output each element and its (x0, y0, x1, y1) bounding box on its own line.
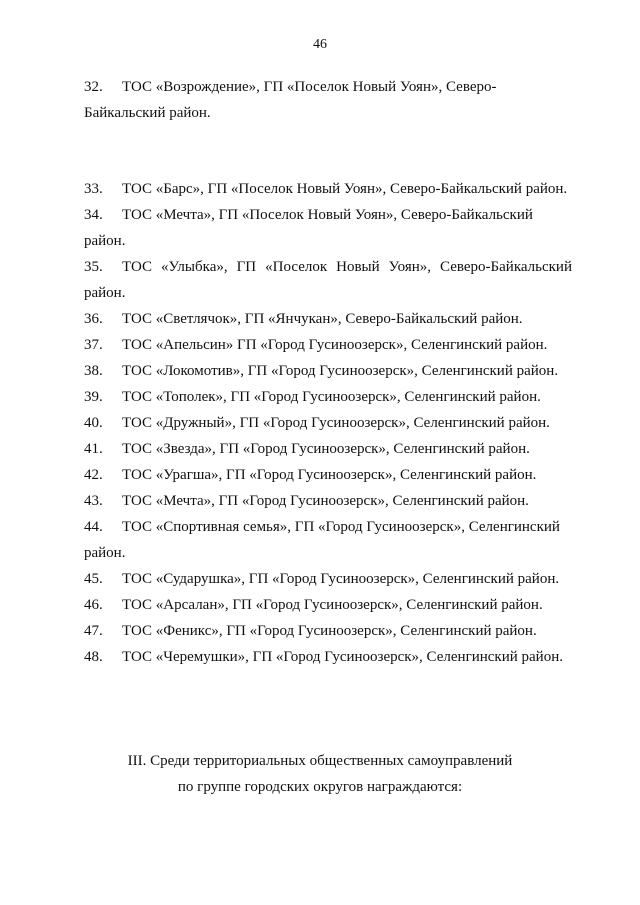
item-text: ТОС «Спортивная семья», ГП «Город Гусиноозерск», Селенгинский район. (84, 519, 560, 561)
list-item (84, 358, 572, 384)
item-number: 37. (84, 337, 103, 353)
list-item (84, 306, 572, 332)
item-text: ТОС «Тополек», ГП «Город Гусиноозерск», Селенгинский район. (122, 389, 541, 405)
item-number: 46. (84, 597, 103, 613)
section-heading-line-2: по группе городских округов награждаются: (177, 779, 463, 795)
list-item (84, 384, 572, 410)
item-number: 45. (84, 571, 103, 587)
item-number: 48. (84, 649, 103, 665)
list-item (84, 644, 572, 670)
list-item (84, 592, 572, 618)
item-text: ТОС «Арсалан», ГП «Город Гусиноозерск», Селенгинский район. (122, 597, 543, 613)
list-item (84, 462, 572, 488)
item-text: ТОС «Возрождение», ГП «Поселок Новый Уоян», Северо-Байкальский район. (84, 79, 497, 121)
item-text: ТОС «Феникс», ГП «Город Гусиноозерск», Селенгинский район. (122, 623, 537, 639)
list-item (84, 202, 572, 254)
item-text: ТОС «Мечта», ГП «Поселок Новый Уоян», Северо-Байкальский район. (84, 207, 533, 249)
list-item (84, 176, 572, 202)
list-item (84, 410, 572, 436)
list-item (84, 566, 572, 592)
item-number: 38. (84, 363, 103, 379)
item-number: 40. (84, 415, 103, 431)
item-number: 32. (84, 79, 103, 95)
item-text: ТОС «Локомотив», ГП «Город Гусиноозерск», Селенгинский район. (122, 363, 559, 379)
list-item (84, 618, 572, 644)
item-text: ТОС «Дружный», ГП «Город Гусиноозерск», Селенгинский район. (122, 415, 550, 431)
page-number: 46 (313, 37, 327, 52)
item-number: 33. (84, 181, 103, 197)
section-heading-line-1: III. Среди территориальных общественных самоуправлений (127, 753, 513, 769)
item-number: 41. (84, 441, 103, 457)
list-item (84, 514, 572, 566)
award-list-part-2 (84, 176, 572, 670)
list-item (84, 74, 572, 126)
list-item (84, 332, 572, 358)
item-text: ТОС «Барс», ГП «Поселок Новый Уоян», Северо-Байкальский район. (122, 181, 568, 197)
item-text: ТОС «Урагша», ГП «Город Гусиноозерск», Селенгинский район. (122, 467, 537, 483)
item-text: ТОС «Улыбка», ГП «Поселок Новый Уоян», Северо-Байкальский район. (84, 259, 572, 301)
item-number: 39. (84, 389, 103, 405)
item-text: ТОС «Мечта», ГП «Город Гусиноозерск», Селенгинский район. (122, 493, 529, 509)
item-number: 35. (84, 259, 103, 275)
item-text: ТОС «Светлячок», ГП «Янчукан», Северо-Байкальский район. (122, 311, 523, 327)
list-item (84, 488, 572, 514)
list-item (84, 436, 572, 462)
item-number: 36. (84, 311, 103, 327)
item-number: 34. (84, 207, 103, 223)
item-number: 43. (84, 493, 103, 509)
item-number: 47. (84, 623, 103, 639)
item-text: ТОС «Сударушка», ГП «Город Гусиноозерск», Селенгинский район. (122, 571, 560, 587)
item-number: 42. (84, 467, 103, 483)
section-heading (0, 748, 640, 800)
item-text: ТОС «Черемушки», ГП «Город Гусиноозерск», Селенгинский район. (122, 649, 563, 665)
item-text: ТОС «Звезда», ГП «Город Гусиноозерск», Селенгинский район. (122, 441, 530, 457)
award-list-part-1 (84, 74, 572, 126)
list-item (84, 254, 572, 306)
item-text: ТОС «Апельсин» ГП «Город Гусиноозерск», Селенгинский район. (122, 337, 548, 353)
item-number: 44. (84, 519, 103, 535)
